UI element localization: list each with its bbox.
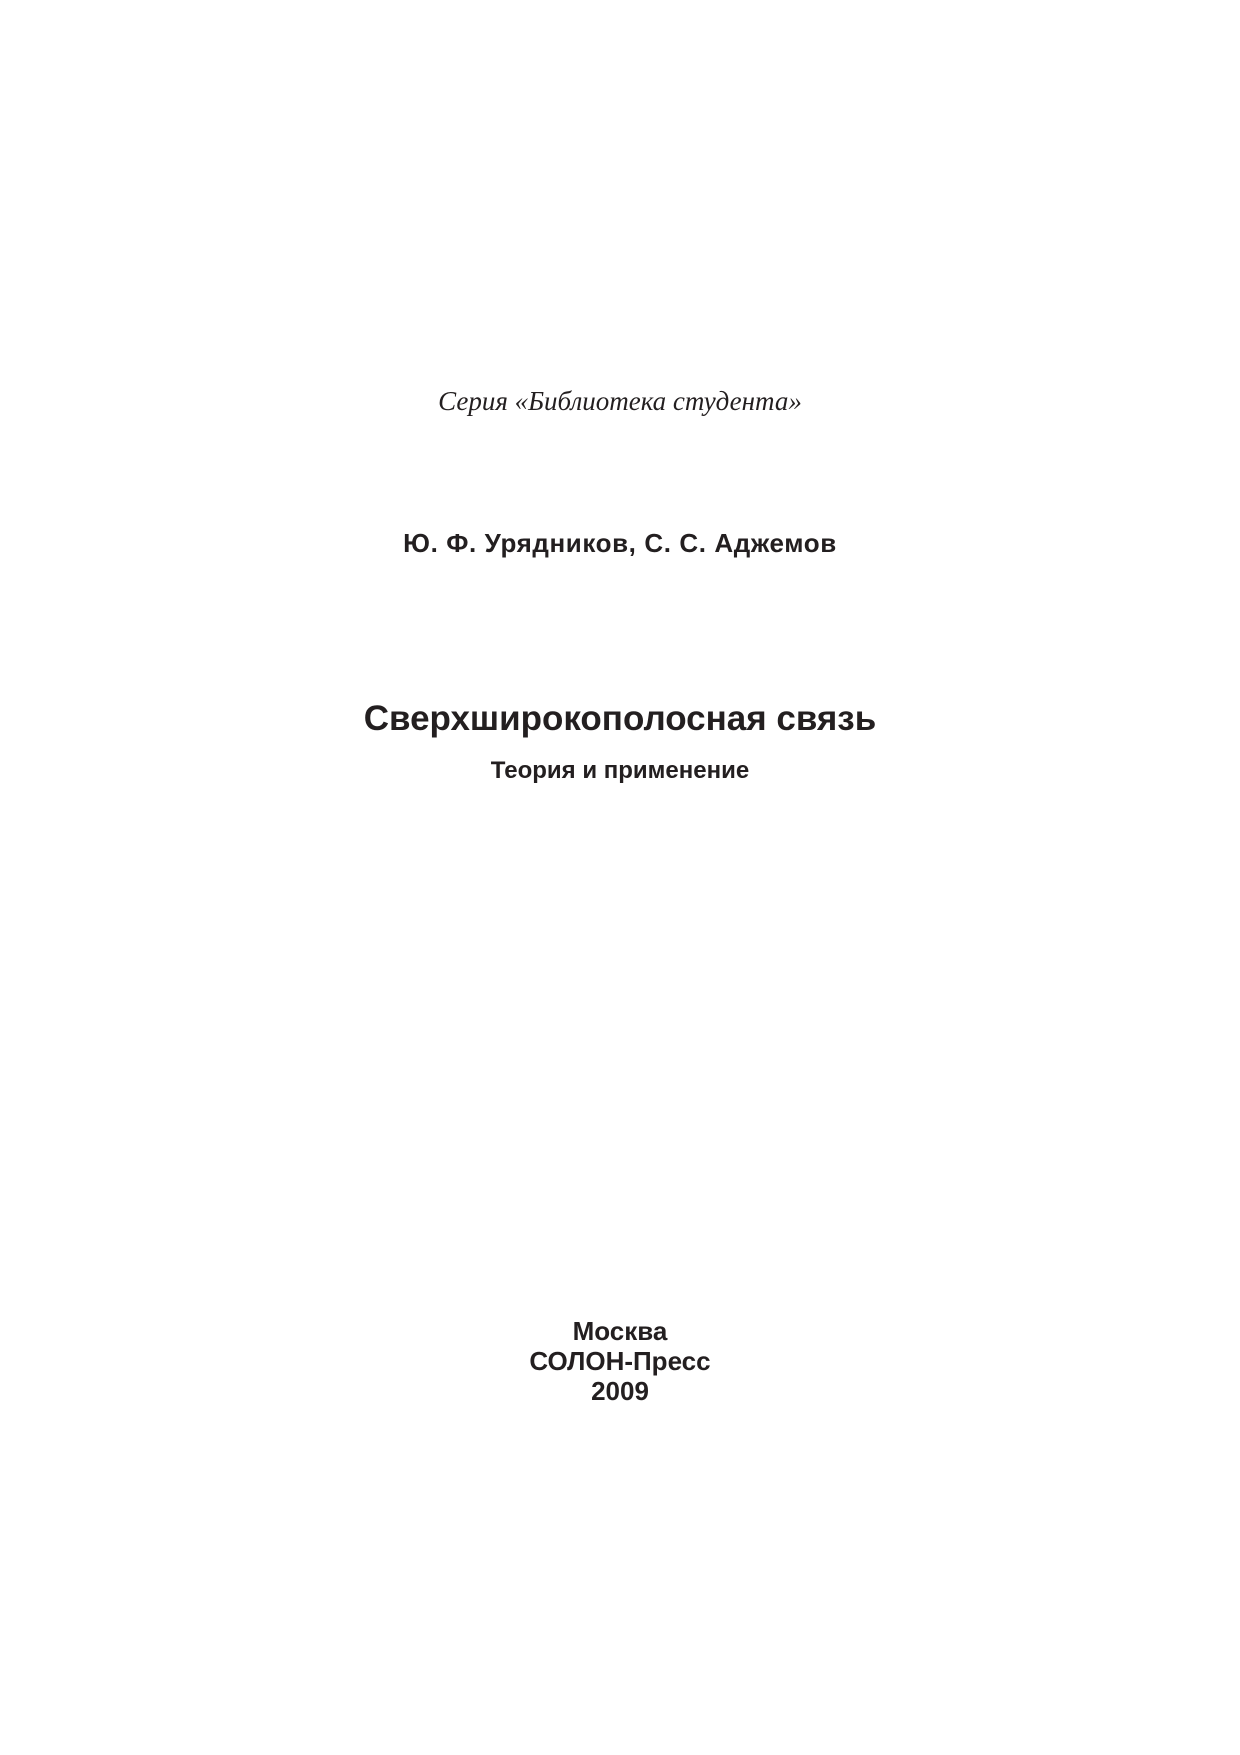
series-name: Серия «Библиотека студента»	[438, 386, 802, 416]
imprint-year: 2009	[591, 1376, 649, 1406]
imprint-city: Москва	[572, 1316, 668, 1346]
imprint-publisher: СОЛОН-Пресс	[529, 1346, 711, 1376]
book-subtitle: Теория и применение	[490, 757, 750, 784]
book-authors: Ю. Ф. Урядников, С. С. Аджемов	[403, 528, 837, 558]
book-title: Сверхширокополосная связь	[363, 699, 877, 738]
imprint-block	[0, 1316, 1240, 1406]
